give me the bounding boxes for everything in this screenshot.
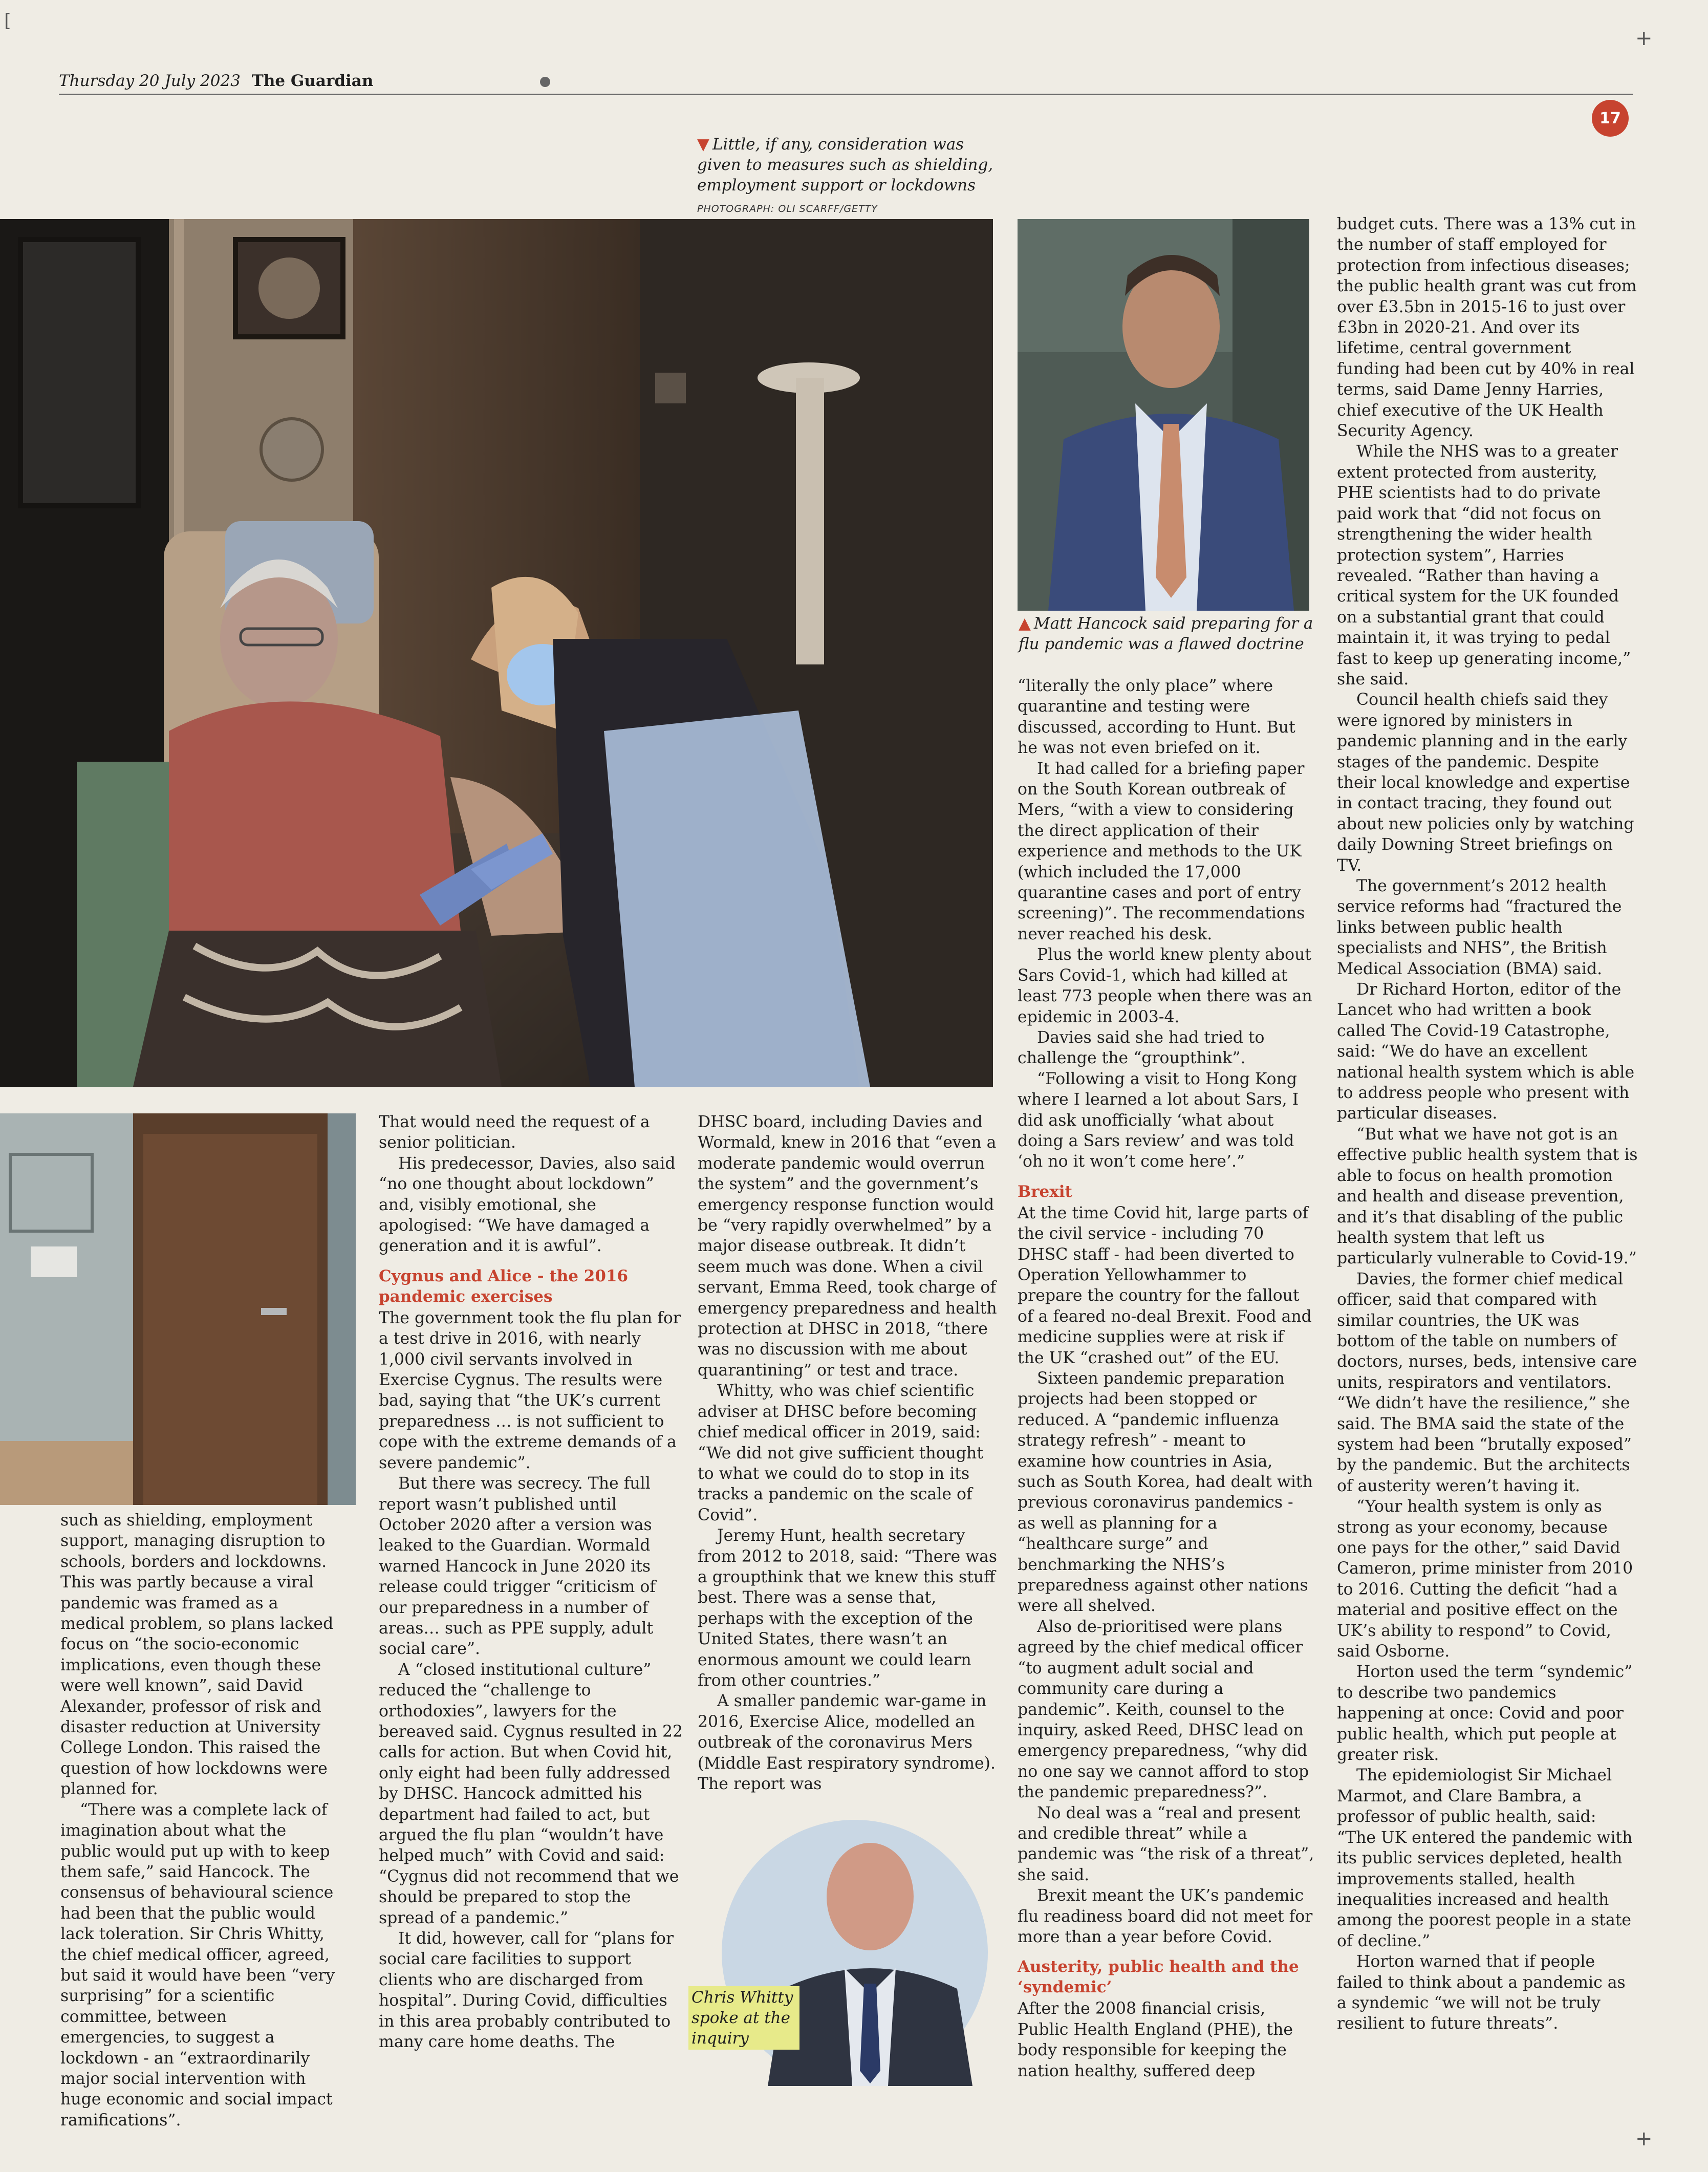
article-paragraph: The government took the flu plan for a test drive in 2016, with nearly 1,000 civil servants involved in Exercise Cygnus. The results were bad, saying that “the UK’s current preparedness … is not sufficient to cope with the extreme demands of a severe pandemic”. [379, 1308, 681, 1472]
article-paragraph: While the NHS was to a greater extent protected from austerity, PHE scientists had to do private paid work that “did not focus on strengthening the wider health protection system”, Harries revealed. “Rather than having a critical system for the UK founded on a substantial grant that could maintain it, it was trying to pedal fast to keep up generating income,” she said. [1337, 442, 1631, 689]
article-paragraph: It had called for a briefing paper on the South Korean outbreak of Mers, “with a view to considering the direct application of their experience and methods to the UK (which included the 17,000 quarantine cases and port of entry screening)”. The recommendations never reached his desk. [1018, 759, 1305, 943]
article-paragraph: budget cuts. There was a 13% cut in the number of staff employed for protection from infectious diseases; the public health grant was cut from over £3.5bn in 2015-16 to just over £3bn in 2020-21. And over its lifetime, central government funding had been cut by 40% in real terms, said Dame Jenny Harries, chief executive of the UK Health Security Agency. [1337, 215, 1637, 441]
section-subhead-brexit: Brexit [1018, 1182, 1072, 1201]
article-paragraph: “There was a complete lack of imagination about what the public would put up with to keep them safe,” said Hancock. The consensus of behavioural science had been that the public would lack toleration. Sir Chris Whitty, the chief medical officer, agreed, but said it would have been “very surprising” for a scientific committee, between emergencies, to suggest a lockdown - an “extraordinarily major social intervention with huge economic and social impact ramifications”. [60, 1800, 335, 2130]
article-paragraph: DHSC board, including Davies and Wormald, knew in 2016 that “even a moderate pandemic would overrun the system” and the government’s emergency response function would be “very rapidly overwhelmed” by a major disease outbreak. It didn’t seem much was done. When a civil servant, Emma Reed, took charge of emergency preparedness and health protection at DHSC in 2018, “there was no discussion with me about quarantining” or test and trace. [698, 1113, 997, 1380]
article-column-5 [1337, 214, 1639, 2034]
article-column-2 [379, 1112, 685, 2052]
masthead [59, 72, 373, 90]
hancock-photo-illustration [1018, 219, 1309, 611]
article-paragraph: Horton used the term “syndemic” to describe two pandemics happening at once: Covid and poor public health, which put people at greater risk. [1337, 1663, 1633, 1765]
caption-triangle-down-icon: ▼ [697, 135, 709, 154]
caption-triangle-up-icon: ▲ [1019, 614, 1031, 633]
main-photo-caption: ▼ Little, if any, consideration was given to measures such as shielding, employment support or lockdowns PHOTOGRAPH: OLI SCARFF/GETTY [697, 134, 1004, 219]
article-paragraph: A “closed institutional culture” reduced the “challenge to orthodoxies”, lawyers for the bereaved said. Cygnus resulted in 22 calls for action. But when Covid hit, only eight had been fully addressed by DHSC. Hancock admitted his department had failed to act, but argued the flu plan “wouldn’t have helped much” with Covid and said: “Cygnus did not recommend that we should be prepared to stop the spread of a pandemic.” [379, 1660, 683, 1927]
registration-crosshair-icon: + [1635, 2127, 1653, 2151]
article-paragraph: “Following a visit to Hong Kong where I learned a lot about Sars, I did ask unofficially ‘what about doing a Sars review’ and was told ‘oh no it won’t come here’.” [1018, 1069, 1299, 1171]
article-paragraph: The epidemiologist Sir Michael Marmot, and Clare Bambra, a professor of public health, said: “The UK entered the pandemic with its public services depleted, health improvements stalled, health inequalities increased and health among the poorest people in a state of decline.” [1337, 1766, 1633, 1950]
header-rule [59, 94, 1633, 95]
article-paragraph: Sixteen pandemic preparation projects had been stopped or reduced. A “pandemic influenza strategy refresh” - meant to examine how countries in Asia, such as South Korea, had dealt with previous coronavirus pandemics - as well as planning for a “healthcare surge” and benchmarking the NHS’s preparedness against other nations were all shelved. [1018, 1369, 1313, 1616]
article-paragraph: “But what we have not got is an effective public health system that is able to focus on health promotion and health and disease prevention, and it’s that disabling of the public health system that left us particularly vulnerable to Covid-19.” [1337, 1125, 1638, 1268]
section-subhead-cygnus: Cygnus and Alice - the 2016 pandemic exercises [379, 1266, 629, 1306]
article-paragraph: Also de-prioritised were plans agreed by the chief medical officer “to augment adult social and community care during a pandemic”. Keith, counsel to the inquiry, asked Reed, DHSC lead on emergency preparedness, “why did no one say we cannot afford to stop the pandemic preparedness?”. [1018, 1617, 1309, 1802]
article-paragraph: After the 2008 financial crisis, Public Health England (PHE), the body responsible for keeping the nation healthy, suffered deep [1018, 1999, 1293, 2080]
article-paragraph: “literally the only place” where quarantine and testing were discussed, according to Hunt. But he was not even briefed on it. [1018, 677, 1295, 758]
article-paragraph: That would need the request of a senior politician. [379, 1113, 650, 1152]
article-paragraph: His predecessor, Davies, also said “no one thought about lockdown” and, visibly emotional, she apologised: “We have damaged a generation and it is awful”. [379, 1154, 676, 1256]
article-column-4 [1018, 676, 1314, 2081]
article-column-1 [60, 1510, 341, 2131]
masthead-paper-name: The Guardian [251, 72, 374, 90]
hancock-photo-caption: ▲ Matt Hancock said preparing for a flu pandemic was a flawed doctrine [1019, 614, 1313, 653]
article-paragraph: Plus the world knew plenty about Sars Covid-1, which had killed at least 773 people when there was an epidemic in 2003-4. [1018, 945, 1312, 1026]
article-paragraph: Davies said she had tried to challenge the “groupthink”. [1018, 1028, 1265, 1068]
article-paragraph: Whitty, who was chief scientific adviser at DHSC before becoming chief medical officer in 2019, said: “We did not give sufficient thought to what we could do to stop in its tracks a pandemic on the scale of Covid”. [698, 1382, 984, 1524]
article-paragraph: “Your health system is only as strong as your economy, because one pays for the other,” said David Cameron, prime minister from 2010 to 2016. Cutting the deficit “had a material and positive effect on the UK’s ability to respond” to Covid, said Osborne. [1337, 1497, 1633, 1661]
article-paragraph: Dr Richard Horton, editor of the Lancet who had written a book called The Covid-19 Catastrophe, said: “We do have an excellent national health system which is able to address people who present with particular diseases. [1337, 980, 1635, 1123]
main-photo-illustration [0, 219, 993, 1087]
section-subhead-austerity: Austerity, public health and the ‘syndemic’ [1018, 1958, 1299, 1997]
masthead-date: Thursday 20 July 2023 [59, 72, 241, 90]
article-paragraph: such as shielding, employment support, managing disruption to schools, borders and lockdowns. This was partly because a viral pandemic was framed as a medical problem, so plans lacked focus on “the socio-economic implications, even though these were well known”, said David Alexander, professor of risk and disaster reduction at University College London. This raised the question of how lockdowns were planned for. [60, 1511, 334, 1799]
article-paragraph: The government’s 2012 health service reforms had “fractured the links between public health specialists and NHS”, the British Medical Association (BMA) said. [1337, 877, 1622, 978]
hancock-photo [1018, 219, 1309, 611]
registration-crosshair-icon: + [1635, 27, 1653, 50]
photo-credit: PHOTOGRAPH: OLI SCARFF/GETTY [697, 203, 878, 214]
page-number-badge: 17 [1592, 100, 1629, 137]
article-paragraph: No deal was a “real and present and credible threat” while a pandemic was “the risk of a threat”, she said. [1018, 1803, 1314, 1884]
header-dot [540, 77, 550, 87]
corridor-photo-illustration [0, 1113, 356, 1505]
corridor-photo [0, 1113, 356, 1505]
article-paragraph: Council health chiefs said they were ignored by ministers in pandemic planning and in the early stages of the pandemic. Despite their local knowledge and expertise in contact tracing, they found out about new policies only by watching daily Downing Street briefings on TV. [1337, 691, 1634, 875]
article-paragraph: Davies, the former chief medical officer, said that compared with similar countries, the UK was bottom of the table on numbers of doctors, nurses, beds, intensive care units, respirators and ventilators. “We didn’t have the resilience,” she said. The BMA said the state of the system had been “brutally exposed” by the pandemic. But the architects of austerity weren’t having it. [1337, 1270, 1637, 1495]
article-paragraph: Jeremy Hunt, health secretary from 2012 to 2018, said: “There was a groupthink that we knew this stuff best. There was a sense that, perhaps with the exception of the United States, there wasn’t an enormous amount we could learn from other countries.” [698, 1526, 998, 1690]
article-paragraph: It did, however, call for “plans for social care facilities to support clients who are discharged from hospital”. During Covid, difficulties in this area probably contributed to many care home deaths. The [379, 1929, 674, 2052]
whitty-photo-caption: Chris Whitty spoke at the inquiry [688, 1986, 799, 2050]
article-paragraph: A smaller pandemic war-game in 2016, Exercise Alice, modelled an outbreak of the coronavirus Mers (Middle East respiratory syndrome). The report was [698, 1692, 996, 1793]
registration-mark-icon: [ [4, 10, 12, 31]
article-paragraph: At the time Covid hit, large parts of the civil service - including 70 DHSC staff - had been diverted to Operation Yellowhammer to prepare the country for the fallout of a feared no-deal Brexit. Food and medicine supplies were at risk if the UK “crashed out” of the EU. [1018, 1203, 1312, 1367]
article-paragraph: But there was secrecy. The full report wasn’t published until October 2020 after a version was leaked to the Guardian. Wormald warned Hancock in June 2020 its release could trigger “criticism of our preparedness in a number of areas… such as PPE supply, adult social care”. [379, 1474, 656, 1659]
article-paragraph: Brexit meant the UK’s pandemic flu readiness board did not meet for more than a year before Covid. [1018, 1886, 1313, 1946]
article-paragraph: Horton warned that if people failed to think about a pandemic as a syndemic “we will not be truly resilient to future threats”. [1337, 1952, 1626, 2033]
main-photo-vaccination [0, 219, 993, 1087]
article-column-3 [698, 1112, 1000, 1794]
